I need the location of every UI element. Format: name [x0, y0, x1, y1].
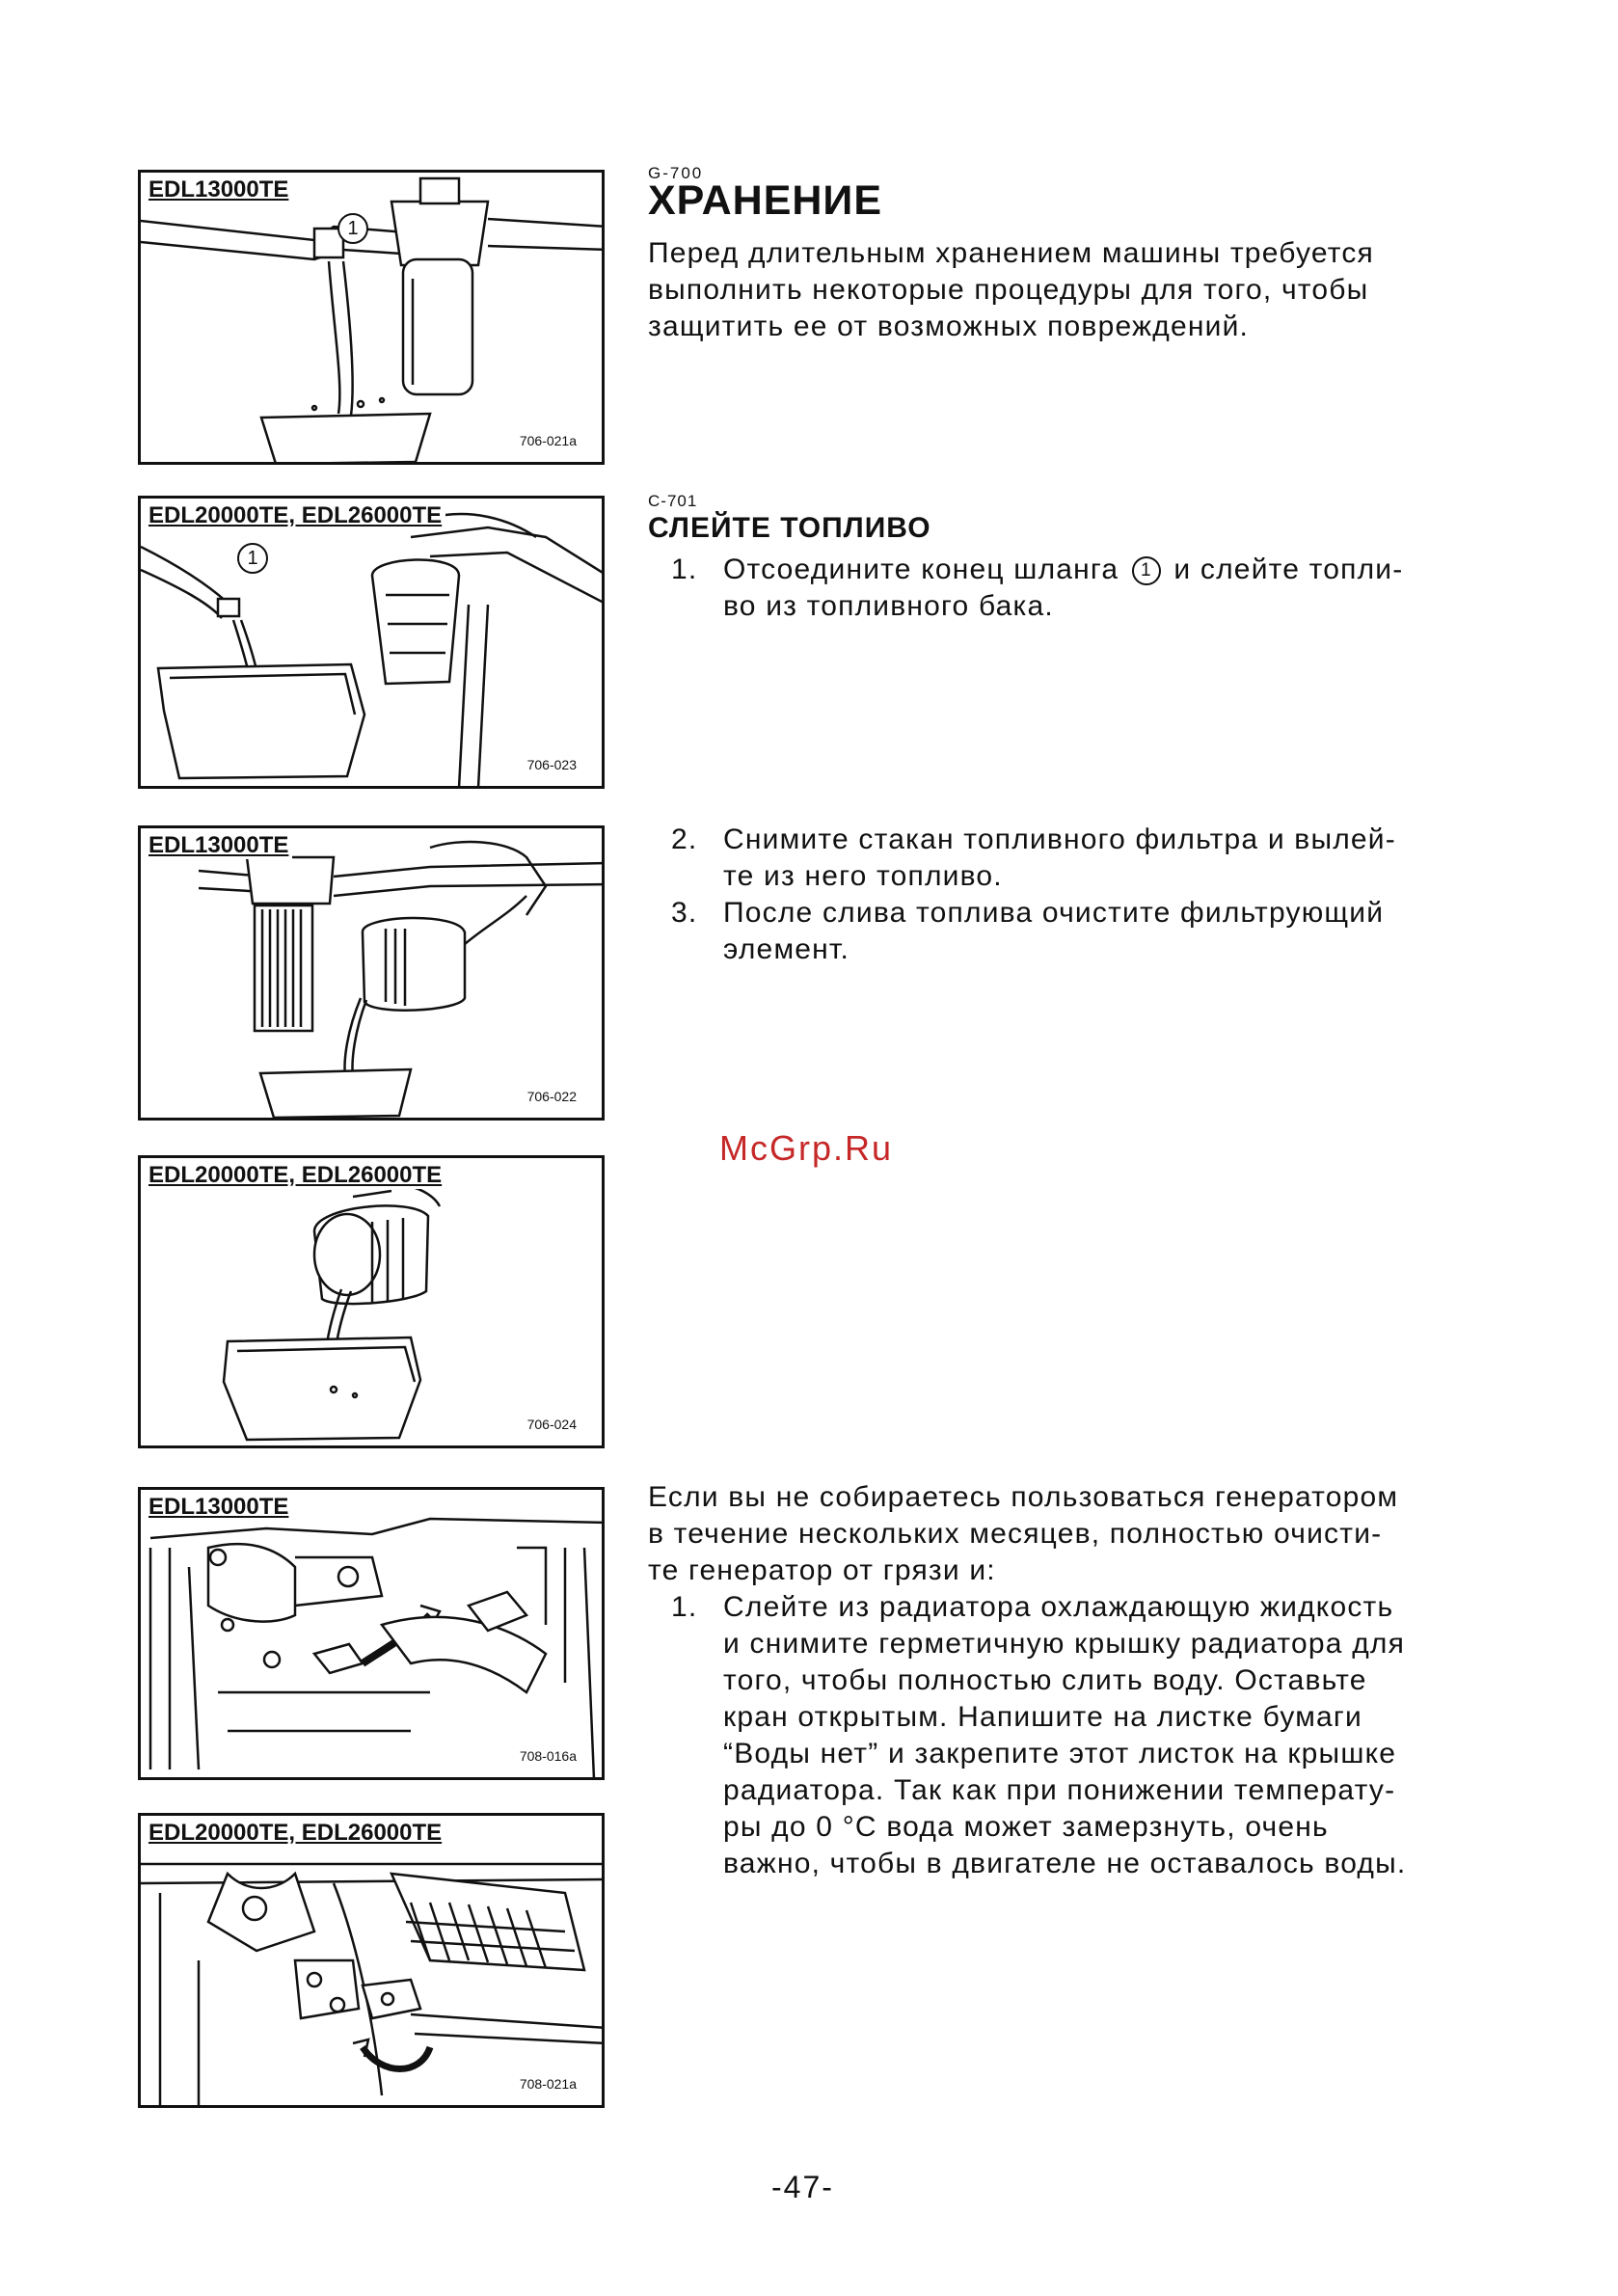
illustration-filter-cup-pour [141, 828, 605, 1121]
step-number: 1. [671, 1591, 698, 1623]
step-text-line: те из него топливо. [723, 860, 1003, 892]
step-number: 3. [671, 897, 698, 929]
figure-model-label: EDL13000TE [148, 1494, 292, 1521]
step-number: 2. [671, 824, 698, 855]
step-text-line: того, чтобы полностью слить воду. Оставьте [723, 1664, 1367, 1696]
figure-code: 706-022 [526, 1089, 577, 1104]
figure-model-label: EDL20000TE, EDL26000TE [148, 1820, 445, 1847]
clean-intro-line: Если вы не собираетесь пользоваться генератором [648, 1481, 1399, 1513]
callout-1-icon: 1 [1132, 556, 1161, 585]
watermark: McGrp.Ru [719, 1128, 894, 1168]
step-text-line: элемент. [723, 933, 850, 965]
step-text-part: Отсоедините конец шланга [723, 554, 1119, 585]
step-text-line: кран открытым. Напишите на листке бумаги [723, 1701, 1362, 1733]
step-text-line: важно, чтобы в двигателе не оставалось воды. [723, 1848, 1407, 1879]
step-text-line: Слейте из радиатора охлаждающую жидкость [723, 1591, 1394, 1623]
step-text-part: и слейте топли- [1173, 554, 1404, 585]
figure-fuel-drain-hose-edl20000 [138, 496, 605, 789]
step-text [723, 822, 1497, 895]
illustration-hose-drain-tray [141, 499, 605, 789]
figure-radiator-drain-edl13000 [138, 1487, 605, 1780]
figure-fuel-drain-hose-edl13000 [138, 170, 605, 465]
figure-code: 706-024 [526, 1417, 577, 1432]
step-text [723, 1589, 1497, 1882]
storage-intro-line: Перед длительным хранением машины требуется [648, 237, 1374, 269]
clean-intro-line: те генератор от грязи и: [648, 1554, 996, 1586]
figure-filter-cup-edl13000 [138, 825, 605, 1121]
figure-radiator-drain-edl20000 [138, 1813, 605, 2108]
storage-intro-line: выполнить некоторые процедуры для того, чтобы [648, 274, 1369, 306]
figure-model-label: EDL20000TE, EDL26000TE [148, 1162, 445, 1189]
figure-model-label: EDL13000TE [148, 176, 292, 203]
step-text-line: Снимите стакан топливного фильтра и вылей- [723, 824, 1396, 855]
clean-intro-line: в течение нескольких месяцев, полностью очисти- [648, 1518, 1383, 1550]
illustration-filter-cup-tray [141, 1158, 605, 1448]
step-text-line: и снимите герметичную крышку радиатора для [723, 1628, 1406, 1660]
illustration-radiator-drain-plug [141, 1816, 605, 2108]
figure-code: 708-021a [519, 2076, 577, 2092]
storage-intro-line: защитить ее от возможных повреждений. [648, 311, 1250, 342]
illustration-drain-cock [141, 1490, 605, 1780]
figure-filter-cup-edl20000 [138, 1155, 605, 1448]
step-text-line: радиатора. Так как при понижении температу- [723, 1774, 1396, 1806]
section-title: ХРАНЕНИЕ [648, 177, 883, 224]
page-number: -47- [771, 2170, 834, 2204]
step-text-line: После слива топлива очистите фильтрующий [723, 897, 1385, 929]
illustration-hose-drain [141, 173, 605, 465]
step-text [723, 895, 1497, 968]
figure-model-label: EDL20000TE, EDL26000TE [148, 502, 445, 529]
step-text-line: ры до 0 °С вода может замерзнуть, очень [723, 1811, 1329, 1843]
section-code: G-700 [648, 164, 704, 182]
step-text [723, 552, 1497, 625]
callout-1-icon: 1 [337, 213, 368, 244]
step-text-part: во из топливного бака. [723, 590, 1054, 622]
callout-1-icon: 1 [237, 543, 268, 574]
figure-code: 708-016a [519, 1748, 577, 1764]
figure-code: 706-023 [526, 757, 577, 772]
section-title: СЛЕЙТЕ ТОПЛИВО [648, 512, 931, 544]
step-number: 1. [671, 554, 698, 585]
section-code: C-701 [648, 492, 698, 510]
step-text-line: “Воды нет” и закрепите этот листок на крышке [723, 1738, 1397, 1769]
figure-model-label: EDL13000TE [148, 832, 292, 859]
figure-code: 706-021a [519, 433, 577, 448]
